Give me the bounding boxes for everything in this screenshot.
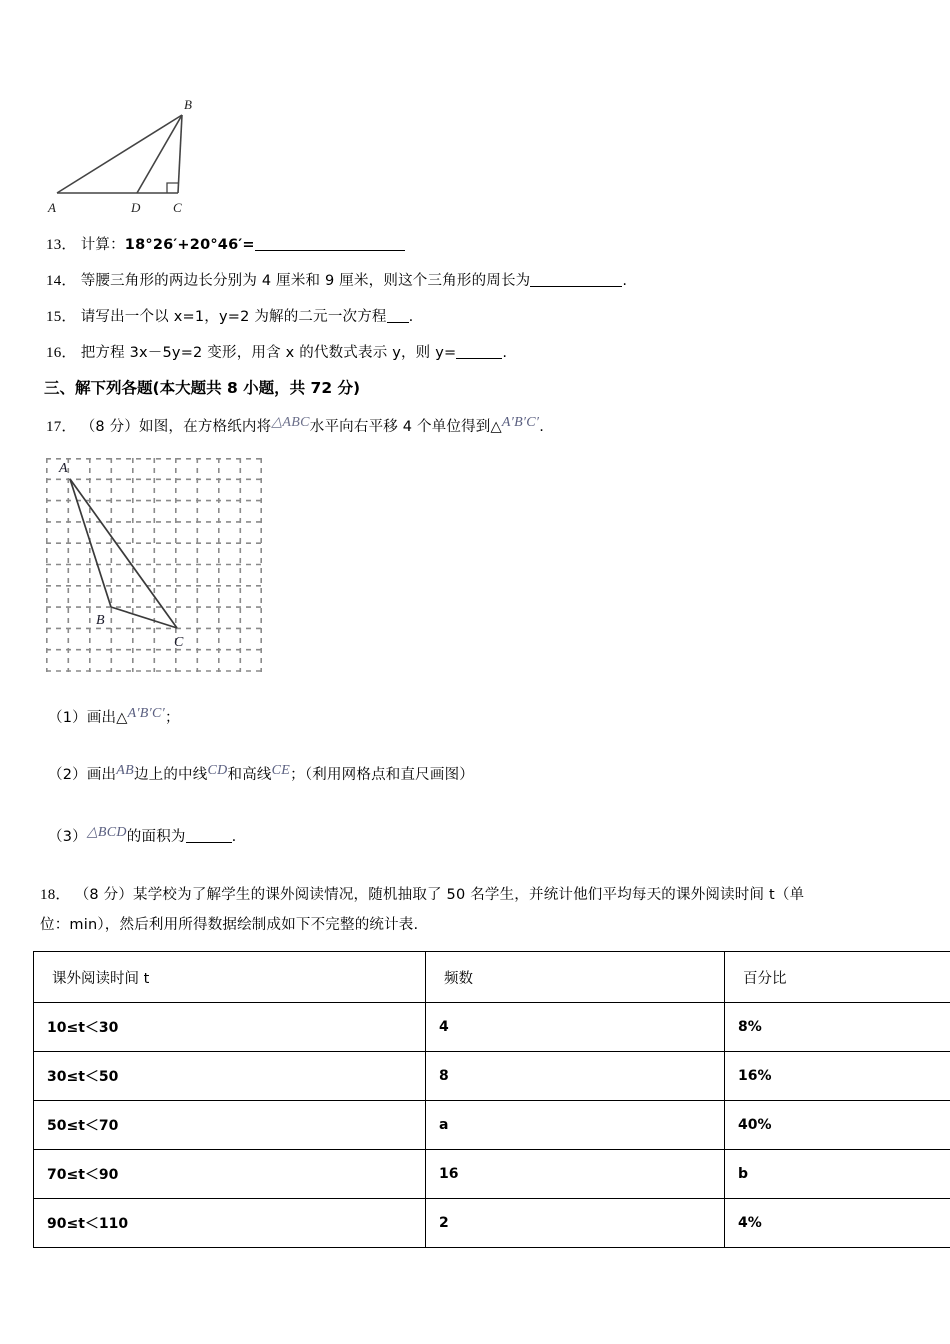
sub-2-text-b: 边上的中线 [133, 767, 208, 783]
question-16 [46, 341, 507, 365]
segment-ab [57, 115, 182, 193]
question-18-text-line1: 某学校为了解学生的课外阅读情况，随机抽取了 50 名学生，并统计他们平均每天的课外阅读时间 t（单 [133, 887, 805, 903]
table-row [34, 1003, 950, 1052]
question-14-text: 等腰三角形的两边长分别为 4 厘米和 9 厘米，则这个三角形的周长为 [80, 273, 531, 289]
label-c: C [173, 200, 182, 215]
cell-percentage: b [725, 1150, 950, 1199]
segment-bc [178, 115, 182, 193]
section-three-heading: 三、解下列各题(本大题共 8 小题，共 72 分) [44, 379, 361, 397]
sub-1-text-a: 画出△ [86, 710, 128, 726]
question-18-number: 18． [40, 887, 71, 903]
label-d: D [131, 200, 141, 215]
question-13-answer-blank[interactable] [255, 250, 405, 251]
sub-2-text-a: 画出 [86, 767, 117, 783]
cell-interval: 70≤t＜90 [34, 1150, 426, 1199]
question-16-period: . [502, 345, 508, 361]
question-13-number: 13． [46, 237, 77, 253]
grid-label-c: C [174, 635, 184, 650]
question-17-math-abc: △ABC [271, 415, 310, 430]
question-18-line-2 [40, 913, 418, 937]
sub-3-text-a: 的面积为 [126, 829, 186, 845]
question-14-answer-blank[interactable] [530, 286, 622, 287]
cell-frequency: a [426, 1101, 725, 1150]
question-17-text-a: 如图，在方格纸内将 [139, 419, 272, 435]
header-cell-percentage: 百分比 [725, 952, 950, 1003]
sub-2-label: （2） [48, 767, 87, 783]
grid-label-a: A [59, 461, 68, 476]
sub-1-math: A′B′C′ [127, 706, 166, 721]
right-angle-mark [167, 183, 178, 193]
question-17-math-abc-prime: A′B′C′ [501, 415, 540, 430]
table-row [34, 1199, 950, 1248]
cell-percentage: 8% [725, 1003, 950, 1052]
reading-time-statistics-table [33, 951, 950, 1248]
question-15-number: 15． [46, 309, 77, 325]
cell-percentage: 16% [725, 1052, 950, 1101]
figure-right-triangle [38, 95, 338, 220]
table-body [34, 952, 950, 1248]
question-15-answer-blank[interactable] [387, 322, 409, 323]
question-17-sub-1 [48, 703, 180, 730]
sub-2-text-d: ；（利用网格点和直尺画图） [290, 767, 474, 783]
question-18-text-line2: 位：min），然后利用所得数据绘制成如下不完整的统计表. [40, 917, 419, 933]
question-16-text: 把方程 3x－5y=2 变形，用含 x 的代数式表示 y，则 y= [80, 345, 457, 361]
grid-segment-bc [111, 607, 177, 628]
question-13-label: 计算： [80, 237, 125, 253]
question-17-number: 17． [46, 419, 77, 435]
label-a: A [48, 200, 56, 215]
question-17-sub-3 [48, 822, 236, 849]
question-17-period: . [539, 419, 545, 435]
grid-label-b: B [96, 613, 105, 628]
sub-3-answer-blank[interactable] [186, 842, 232, 843]
sub-3-math: △BCD [86, 825, 127, 840]
question-18-score: （8 分） [74, 887, 134, 903]
question-13 [46, 233, 405, 257]
question-17-text-b: 水平向右平移 4 个单位得到△ [309, 419, 502, 435]
question-14-number: 14． [46, 273, 77, 289]
cell-interval: 90≤t＜110 [34, 1199, 426, 1248]
table-row [34, 1052, 950, 1101]
label-b: B [184, 97, 192, 112]
question-17 [46, 412, 544, 439]
cell-percentage: 40% [725, 1101, 950, 1150]
table-row [34, 1101, 950, 1150]
sub-1-text-b: ； [165, 710, 180, 726]
cell-percentage: 4% [725, 1199, 950, 1248]
sub-2-math-ab: AB [116, 763, 134, 778]
question-15-period: . [408, 309, 414, 325]
question-14 [46, 269, 627, 293]
question-17-score: （8 分） [80, 419, 140, 435]
cell-interval: 50≤t＜70 [34, 1101, 426, 1150]
grid-triangle-svg [46, 458, 262, 672]
question-16-answer-blank[interactable] [456, 358, 502, 359]
question-15 [46, 305, 413, 329]
question-18-line-1 [40, 883, 804, 907]
cell-frequency: 16 [426, 1150, 725, 1199]
question-17-sub-2 [48, 760, 474, 787]
table-row [34, 1150, 950, 1199]
sub-2-text-c: 和高线 [227, 767, 272, 783]
sub-3-period: . [231, 829, 237, 845]
table-header-row [34, 952, 950, 1003]
sub-2-math-cd: CD [207, 763, 228, 778]
right-triangle-svg [38, 95, 338, 220]
cell-interval: 10≤t＜30 [34, 1003, 426, 1052]
header-cell-frequency: 频数 [426, 952, 725, 1003]
sub-1-label: （1） [48, 710, 87, 726]
figure-grid-triangle [46, 458, 262, 672]
sub-2-math-ce: CE [271, 763, 291, 778]
cell-frequency: 4 [426, 1003, 725, 1052]
cell-frequency: 8 [426, 1052, 725, 1101]
cell-interval: 30≤t＜50 [34, 1052, 426, 1101]
question-15-text: 请写出一个以 x=1，y=2 为解的二元一次方程 [80, 309, 387, 325]
cell-frequency: 2 [426, 1199, 725, 1248]
segment-bd [137, 115, 182, 193]
question-16-number: 16． [46, 345, 77, 361]
question-14-period: . [622, 273, 628, 289]
sub-3-label: （3） [48, 829, 87, 845]
question-13-expression: 18°26′+20°46′= [124, 237, 255, 253]
header-cell-interval: 课外阅读时间 t [34, 952, 426, 1003]
